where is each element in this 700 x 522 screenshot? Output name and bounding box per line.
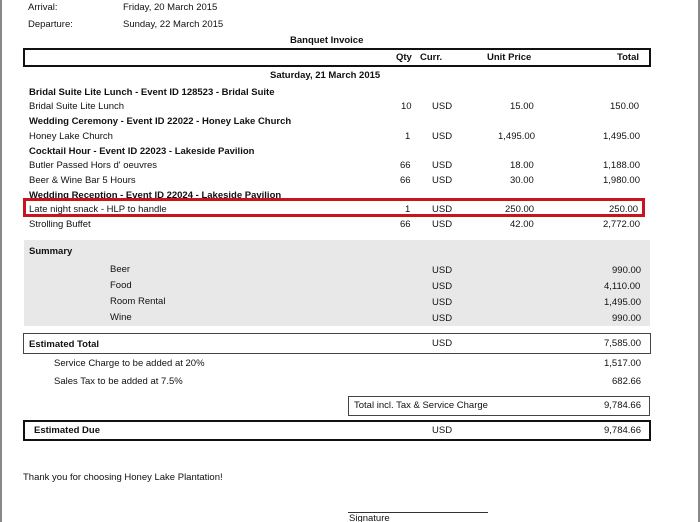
summary-row-amount: 990.00: [612, 313, 642, 324]
line-item-curr: USD: [432, 204, 453, 215]
summary-row-label: Room Rental: [110, 296, 166, 307]
service-charge-amount: 1,517.00: [604, 358, 641, 369]
estimated-due-curr: USD: [432, 425, 453, 436]
line-item-desc: Late night snack - HLP to handle: [29, 204, 167, 215]
event-title: Wedding Reception - Event ID 22024 - Lakeside Pavilion: [29, 190, 282, 201]
line-item-desc: Honey Lake Church: [29, 131, 113, 142]
estimated-total-curr: USD: [432, 338, 453, 349]
event-title: Bridal Suite Lite Lunch - Event ID 128523 - Bridal Suite: [29, 87, 275, 98]
summary-row-curr: USD: [432, 313, 453, 324]
line-item-total: 1,495.00: [603, 131, 640, 142]
date-heading: Saturday, 21 March 2015: [270, 70, 381, 81]
signature-label: Signature: [349, 513, 390, 522]
line-item-total: 1,980.00: [603, 175, 640, 186]
total-incl-label: Total incl. Tax & Service Charge: [354, 400, 488, 411]
line-item-qty: 10: [401, 101, 412, 112]
sales-tax-amount: 682.66: [612, 376, 642, 387]
estimated-due-box: [23, 420, 651, 441]
line-item-desc: Strolling Buffet: [29, 219, 91, 230]
summary-row-curr: USD: [432, 297, 453, 308]
line-item-unit: 250.00: [505, 204, 535, 215]
line-item-curr: USD: [432, 160, 453, 171]
line-item-unit: 15.00: [510, 101, 534, 112]
total-incl-amount: 9,784.66: [604, 400, 641, 411]
line-item-total: 250.00: [609, 204, 639, 215]
line-item-qty: 66: [400, 175, 411, 186]
event-title: Wedding Ceremony - Event ID 22022 - Honey Lake Church: [29, 116, 292, 127]
departure-value: Sunday, 22 March 2015: [123, 19, 224, 30]
service-charge-label: Service Charge to be added at 20%: [54, 358, 205, 369]
estimated-total-label: Estimated Total: [29, 339, 100, 350]
sales-tax-label: Sales Tax to be added at 7.5%: [54, 376, 183, 387]
line-item-curr: USD: [432, 131, 453, 142]
line-item-desc: Butler Passed Hors d' oeuvres: [29, 160, 158, 171]
departure-label: Departure:: [28, 19, 73, 30]
left-page-edge: [0, 0, 2, 522]
summary-row-label: Food: [110, 280, 132, 291]
col-curr: Curr.: [420, 52, 443, 63]
line-item-total: 2,772.00: [603, 219, 640, 230]
line-item-unit: 42.00: [510, 219, 534, 230]
line-item-unit: 18.00: [510, 160, 534, 171]
col-unit-price: Unit Price: [487, 52, 532, 63]
arrival-label: Arrival:: [28, 2, 58, 13]
line-item-curr: USD: [432, 101, 453, 112]
summary-row-label: Beer: [110, 264, 131, 275]
estimated-total-box: [23, 333, 651, 354]
summary-row-curr: USD: [432, 281, 453, 292]
line-item-qty: 1: [405, 131, 411, 142]
line-item-total: 1,188.00: [603, 160, 640, 171]
event-title: Cocktail Hour - Event ID 22023 - Lakeside Pavilion: [29, 146, 255, 157]
summary-title: Summary: [29, 246, 73, 257]
line-item-qty: 66: [400, 219, 411, 230]
line-item-total: 150.00: [610, 101, 640, 112]
line-item-curr: USD: [432, 219, 453, 230]
thank-you-note: Thank you for choosing Honey Lake Plantation!: [23, 472, 223, 483]
summary-row-amount: 4,110.00: [604, 281, 641, 292]
summary-row-amount: 990.00: [612, 265, 642, 276]
column-header-box: [23, 48, 651, 67]
line-item-curr: USD: [432, 175, 453, 186]
estimated-due-amount: 9,784.66: [604, 425, 641, 436]
estimated-total-amount: 7,585.00: [604, 338, 641, 349]
invoice-title: Banquet Invoice: [290, 35, 364, 46]
line-item-unit: 30.00: [510, 175, 534, 186]
line-item-unit: 1,495.00: [498, 131, 535, 142]
line-item-qty: 66: [400, 160, 411, 171]
summary-row-curr: USD: [432, 265, 453, 276]
line-item-desc: Beer & Wine Bar 5 Hours: [29, 175, 136, 186]
summary-row-amount: 1,495.00: [604, 297, 641, 308]
summary-row-label: Wine: [110, 312, 132, 323]
line-item-desc: Bridal Suite Lite Lunch: [29, 101, 125, 112]
col-qty: Qty: [396, 52, 412, 63]
col-total: Total: [617, 52, 639, 63]
arrival-value: Friday, 20 March 2015: [123, 2, 218, 13]
estimated-due-label: Estimated Due: [34, 425, 100, 436]
line-item-qty: 1: [405, 204, 411, 215]
